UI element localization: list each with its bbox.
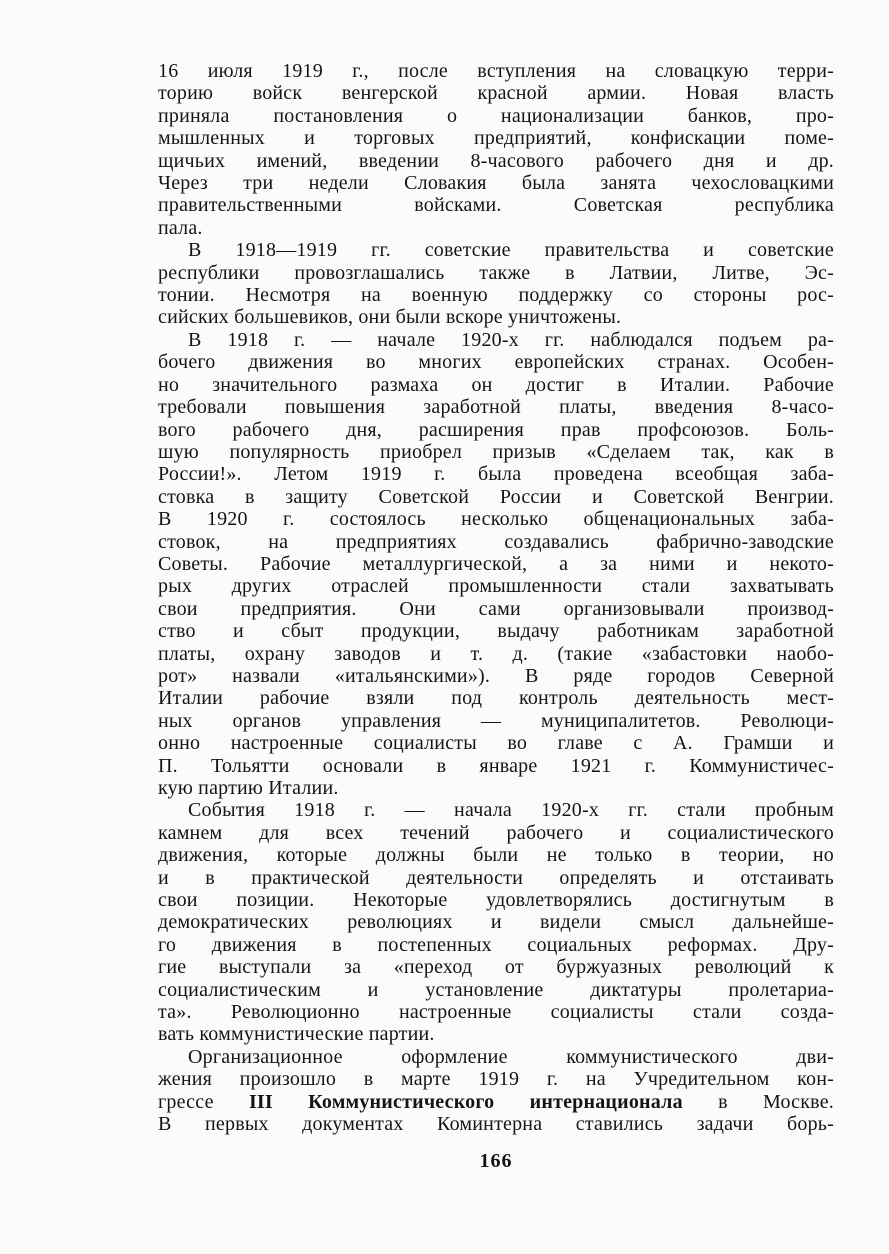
paragraph <box>158 60 834 239</box>
text-line: В 1918 г. — начале 1920-х гг. наблюдался подъем ра- <box>188 328 834 351</box>
text-line: жения произошло в марте 1919 г. на Учредительном кон- <box>158 1068 834 1091</box>
text-block <box>158 60 834 1136</box>
text-line: В 1920 г. состоялось несколько общенациональных заба- <box>158 508 834 531</box>
text-line <box>158 1091 834 1113</box>
text-line: В 1918—1919 гг. советские правительства и советские <box>188 239 834 262</box>
text-segment: в Москве. <box>682 1090 834 1113</box>
paragraph <box>158 329 834 800</box>
text-line: гие выступали за «переход от буржуазных революций к <box>158 956 834 979</box>
text-line: социалистическим и установление диктатуры пролетариа- <box>158 978 834 1001</box>
text-line: Советы. Рабочие металлургической, а за ними и некото- <box>158 552 834 575</box>
text-line: го движения в постепенных социальных реформах. Дру- <box>158 933 834 956</box>
text-line: П. Тольятти основали в январе 1921 г. Коммунистичес- <box>158 754 834 777</box>
text-line: платы, охрану заводов и т. д. (такие «забастовки наобо- <box>158 642 834 665</box>
text-line: ных органов управления — муниципалитетов. Революци- <box>158 709 834 732</box>
page-number: 166 <box>479 1150 513 1172</box>
text-line: движения, которые должны были не только в теории, но <box>158 844 834 867</box>
text-line: 16 июля 1919 г., после вступления на словацкую терри- <box>158 60 834 82</box>
text-line: шую популярность приобрел призыв «Сделаем так, как в <box>158 440 834 463</box>
text-line: камнем для всех течений рабочего и социалистического <box>158 821 834 844</box>
text-line: но значительного размаха он достиг в Италии. Рабочие <box>158 373 834 396</box>
text-line: тонии. Несмотря на военную поддержку со стороны рос- <box>158 284 834 307</box>
text-line: онно настроенные социалисты во главе с А. Грамши и <box>158 732 834 755</box>
text-line: приняла постановления о национализации банков, про- <box>158 104 834 127</box>
bold-text: III Коммунистического интернационала <box>248 1090 683 1113</box>
text-line: Организационное оформление коммунистического дви- <box>188 1045 834 1068</box>
text-line: мышленных и торговых предприятий, конфискации поме- <box>158 127 834 150</box>
text-line: стовок, на предприятиях создавались фабрично-заводские <box>158 530 834 553</box>
text-line: щичьих имений, введении 8-часового рабочего дня и др. <box>158 149 834 172</box>
text-line: демократических революциях и видели смысл дальнейше- <box>158 911 834 934</box>
text-line: свои позиции. Некоторые удовлетворялись достигнутым в <box>158 889 834 912</box>
paragraph <box>158 1046 834 1136</box>
text-line: требовали повышения заработной платы, введения 8-часо- <box>158 396 834 419</box>
text-segment: грессе <box>158 1090 249 1113</box>
text-line: Через три недели Словакия была занята чехословацкими <box>158 172 834 195</box>
text-line: сийских большевиков, они были вскоре уничтожены. <box>158 306 622 329</box>
paragraph <box>158 239 834 329</box>
text-line: События 1918 г. — начала 1920-х гг. стали пробным <box>188 799 834 822</box>
text-line: вать коммунистические партии. <box>158 1023 435 1046</box>
text-line: пала. <box>158 216 203 239</box>
text-line: рот» назвали «итальянскими»). В ряде городов Северной <box>158 664 834 687</box>
text-line: свои предприятия. Они сами организовывали производ- <box>158 597 834 620</box>
text-line: ство и сбыт продукции, выдачу работникам заработной <box>158 620 834 643</box>
text-line: и в практической деятельности определять и отстаивать <box>158 866 834 889</box>
text-line: та». Революционно настроенные социалисты стали созда- <box>158 1001 834 1024</box>
text-line: В первых документах Коминтерна ставились задачи борь- <box>158 1113 834 1136</box>
text-line: республики провозглашались также в Латвии, Литве, Эс- <box>158 261 834 284</box>
text-line: вого рабочего дня, расширения прав профсоюзов. Боль- <box>158 418 834 441</box>
text-line: стовка в защиту Советской России и Советской Венгрии. <box>158 485 834 508</box>
text-line: России!». Летом 1919 г. была проведена всеобщая заба- <box>158 463 834 486</box>
text-line: кую партию Италии. <box>158 777 339 799</box>
text-line: торию войск венгерской красной армии. Новая власть <box>158 82 834 105</box>
text-line: бочего движения во многих европейских странах. Особен- <box>158 351 834 374</box>
text-line: Италии рабочие взяли под контроль деятельность мест- <box>158 687 834 710</box>
paragraph <box>158 799 834 1045</box>
text-line: правительственными войсками. Советская республика <box>158 194 834 217</box>
text-line: рых других отраслей промышленности стали захватывать <box>158 575 834 598</box>
